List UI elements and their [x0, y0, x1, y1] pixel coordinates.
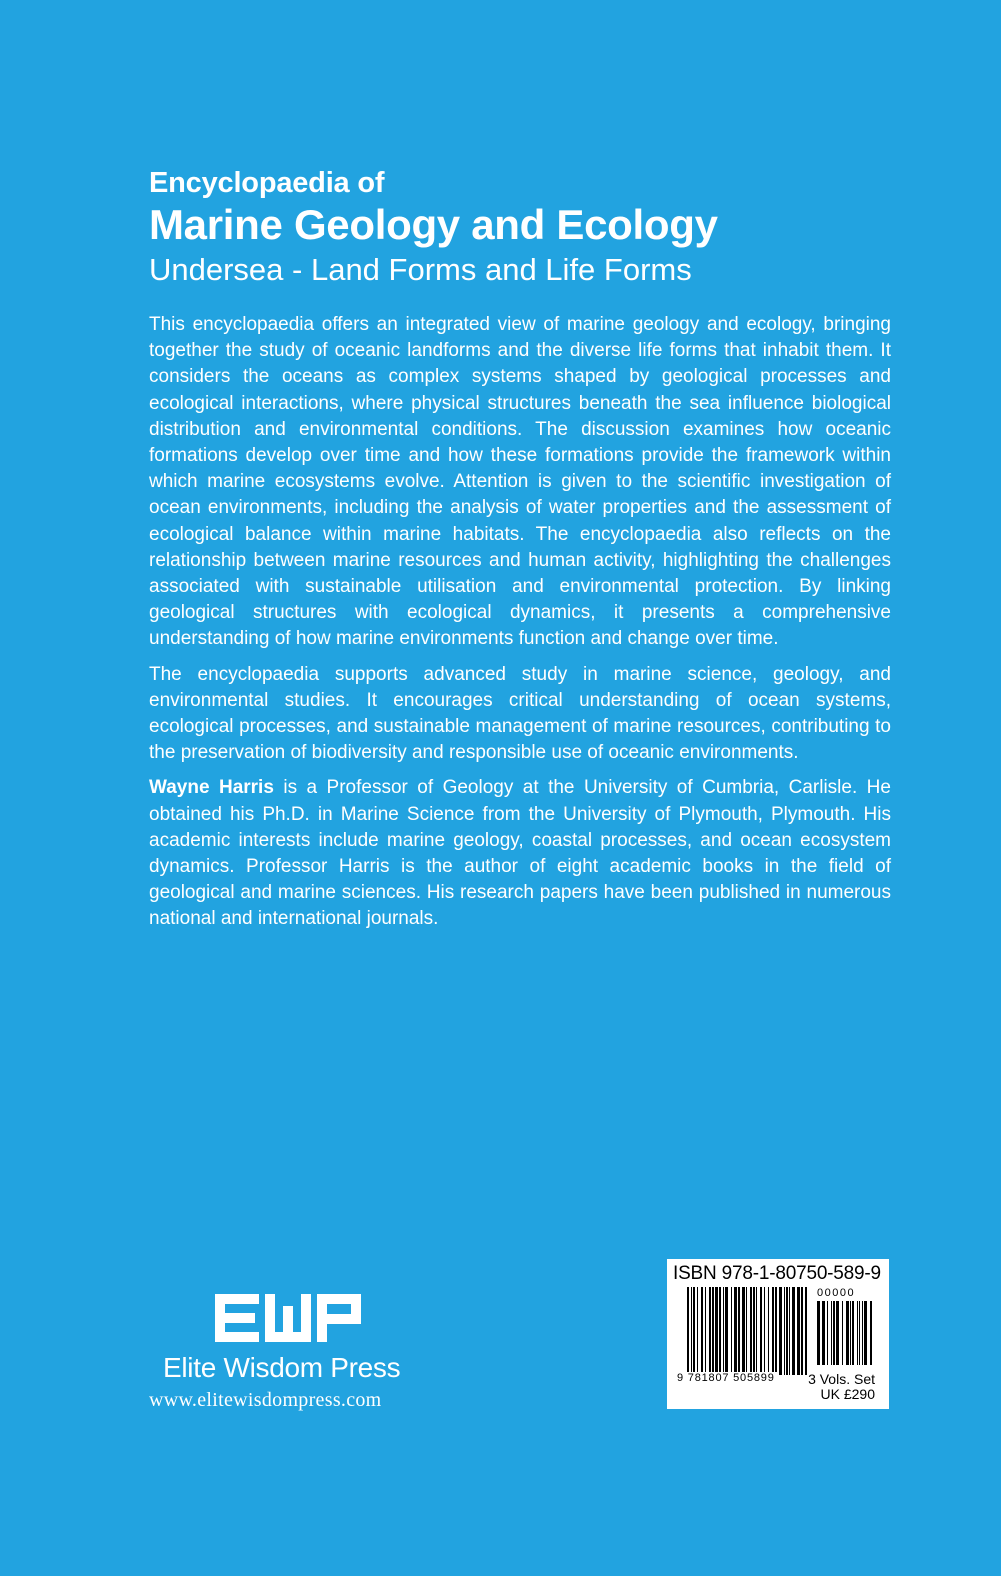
title-line-1: Encyclopaedia of — [149, 167, 385, 199]
addon-digits: 00000 — [817, 1287, 856, 1299]
isbn-barcode — [667, 1259, 889, 1409]
ean-digits: 9 781807 505899 — [677, 1372, 775, 1384]
isbn-label: ISBN 978-1-80750-589-9 — [673, 1263, 881, 1284]
author-bio-text: is a Professor of Geology at the University of Cumbria, Carlisle. He obtained his Ph.D. in Marine Science from the University of Plymouth, Plymouth. His academic interests include marine geology, coastal processes, and ocean ecosystem dynamics. Professor Harris is the author of eight academic books in the field of geological and marine sciences. His research papers have been published in numerous national and international journals. — [149, 777, 891, 930]
publisher-name: Elite Wisdom Press — [163, 1352, 401, 1383]
price: UK £290 — [820, 1386, 875, 1402]
title-line-2: Marine Geology and Ecology — [149, 201, 718, 248]
publisher-logo — [149, 1294, 449, 1412]
publisher-website: www.elitewisdompress.com — [149, 1389, 382, 1411]
subtitle: Undersea - Land Forms and Life Forms — [149, 252, 692, 287]
ewp-logo-icon — [215, 1294, 363, 1342]
volume-count: 3 Vols. Set — [808, 1371, 875, 1387]
title-block — [149, 166, 909, 288]
volume-price — [808, 1372, 875, 1402]
description-paragraph-2: The encyclopaedia supports advanced study in marine science, geology, and environmental studies. It encourages critical understanding of ocean systems, ecological processes, and sustainable management of marine resources, contributing to the preservation of biodiversity and responsible use of oceanic environments. — [149, 663, 891, 764]
author-bio — [149, 775, 891, 932]
author-name: Wayne Harris — [149, 777, 274, 799]
description-paragraph-1: This encyclopaedia offers an integrated view of marine geology and ecology, bringing together the study of oceanic landforms and the diverse life forms that inhabit them. It considers the oceans as complex systems shaped by geological processes and ecological interactions, where physical structures beneath the sea influence biological distribution and environmental conditions. The discussion examines how oceanic formations develop over time and how these formations provide the framework within which marine ecosystems evolve. Attention is given to the scientific investigation of ocean environments, including the analysis of water properties and the assessment of ecological balance within marine habitats. The encyclopaedia also reflects on the relationship between marine resources and human activity, highlighting the challenges associated with sustainable utilisation and environmental protection. By linking geological structures with ecological dynamics, it presents a comprehensive understanding of how marine environments function and change over time. — [149, 314, 891, 650]
blurb — [149, 312, 891, 942]
